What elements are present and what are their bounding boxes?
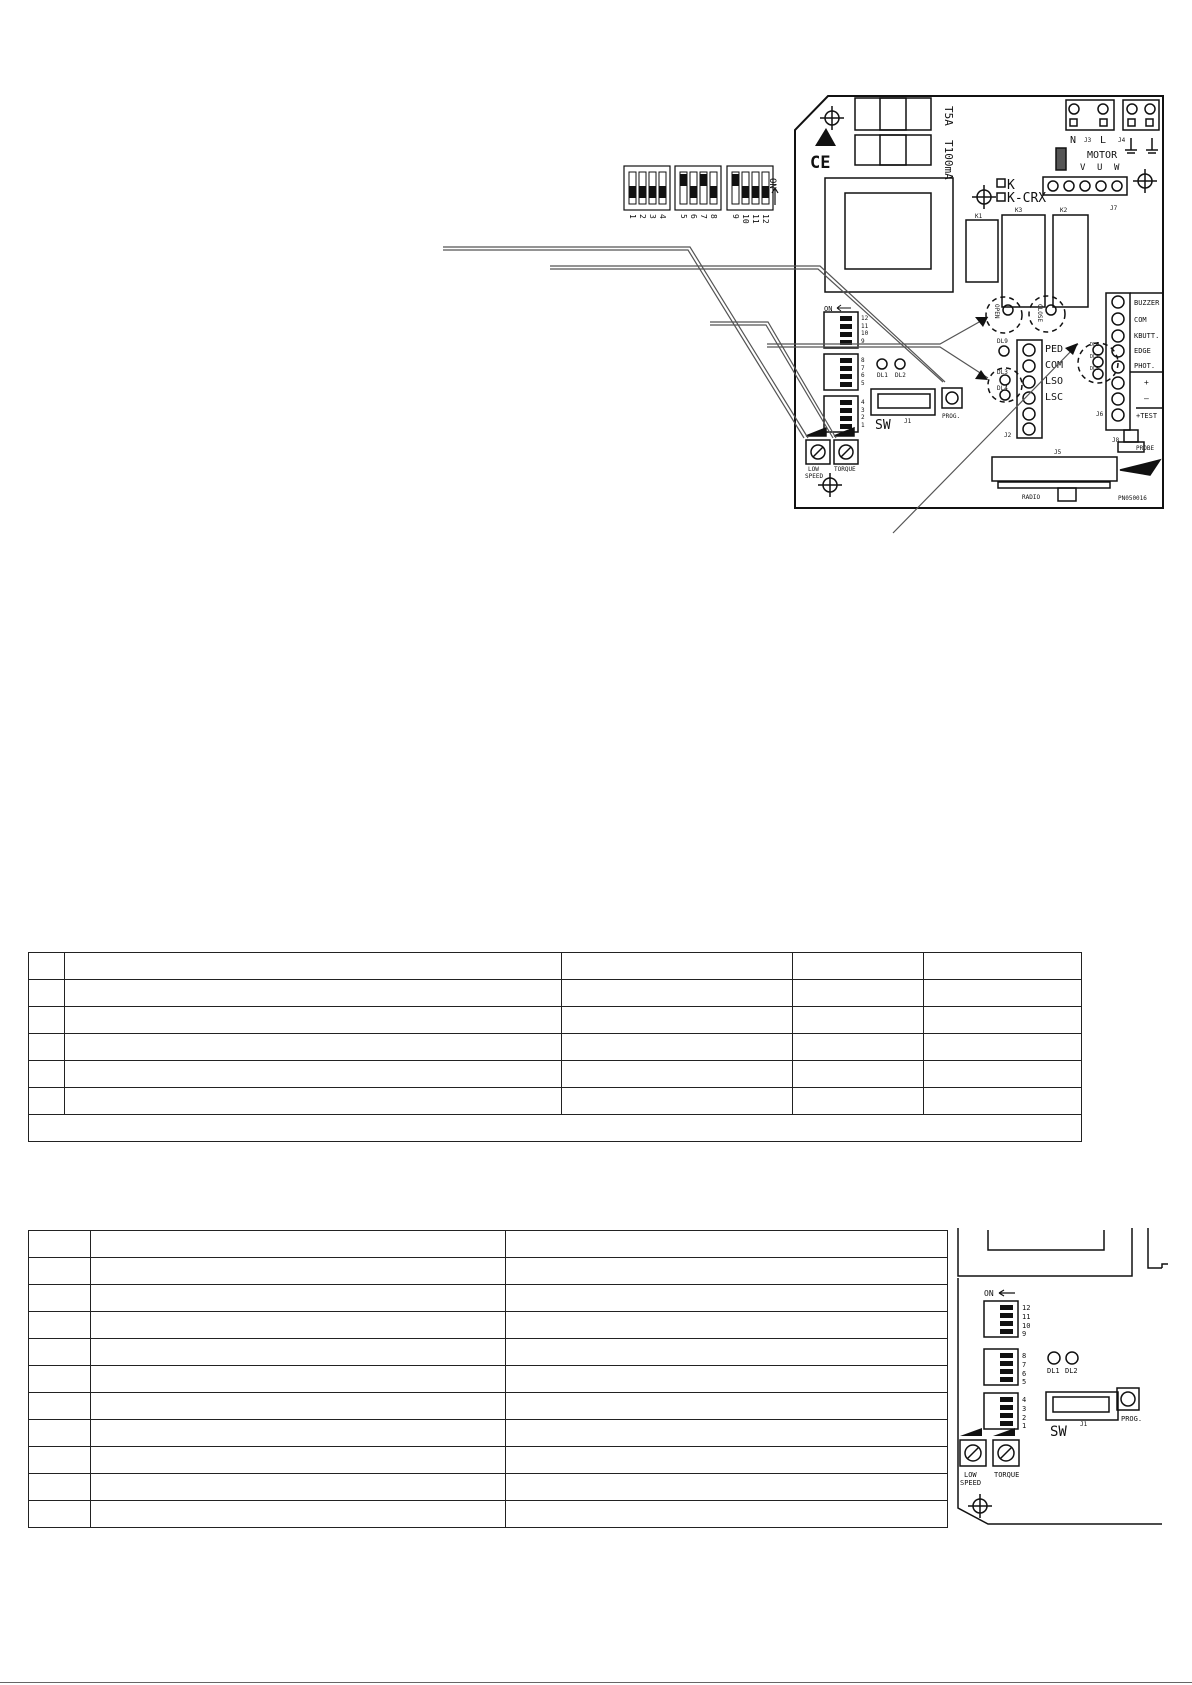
table-row	[29, 1447, 948, 1474]
dip-lever	[1000, 1305, 1013, 1310]
ce-mark: CE	[810, 153, 831, 173]
leader-line	[710, 322, 836, 438]
right-terminal-label: +	[1144, 378, 1149, 387]
table-row	[29, 1420, 948, 1447]
dip-on-label: ON	[767, 178, 777, 189]
table-row	[29, 1061, 1082, 1088]
right-terminal-label: KBUTT.	[1134, 332, 1160, 340]
board-dip-number: 4	[861, 399, 865, 406]
board-zoom-detail	[950, 1228, 1192, 1528]
prog-button	[942, 388, 962, 408]
led-label-dl5: DL5	[1090, 366, 1100, 372]
sw-connector	[871, 389, 935, 415]
jumper-option-k-crx: K-CRX	[1007, 191, 1047, 206]
led-label-dl1: DL1	[877, 372, 888, 379]
right-terminal-label: BUZZER	[1134, 299, 1160, 307]
arrow-head-icon	[975, 317, 988, 327]
right-terminal-label: EDGE	[1134, 347, 1151, 355]
motor-terminal-v: V	[1080, 163, 1086, 173]
dip-lever	[700, 174, 707, 186]
motor-label: MOTOR	[1087, 150, 1118, 161]
zoom-dip-number: 12	[1022, 1304, 1031, 1312]
dip-lever	[710, 186, 717, 198]
zoom-dip-number: 1	[1022, 1422, 1027, 1430]
led-label-dl9: DL9	[997, 338, 1008, 345]
table-2	[28, 1230, 948, 1528]
board-dip-number: 5	[861, 380, 865, 387]
board-dip-number: 10	[861, 330, 869, 337]
connector-id-j3: J3	[1084, 137, 1092, 144]
fuse-t100ma	[855, 135, 931, 165]
dip-on-arrow-icon	[999, 1290, 1015, 1296]
fuse-t5a	[855, 98, 931, 130]
right-terminal-label: –	[1144, 394, 1149, 403]
led-label-dl2: DL2	[895, 372, 906, 379]
dip-lever	[1000, 1377, 1013, 1382]
connector-id-j4: J4	[1118, 137, 1126, 144]
input-terminal-label: COM	[1045, 360, 1064, 371]
dip-number: 11	[751, 214, 760, 224]
zoom-dip-number: 5	[1022, 1378, 1027, 1386]
dip-lever	[639, 186, 646, 198]
dip-lever	[1000, 1329, 1013, 1334]
led-label-dl4: DL4	[997, 385, 1008, 392]
connector-id-j2: J2	[1004, 432, 1012, 439]
mounting-hole-icon	[968, 1494, 992, 1518]
leader-line	[550, 266, 945, 382]
fuse-label-t5a: T5A	[942, 106, 955, 126]
capacitor	[1056, 148, 1066, 170]
dip-lever	[1000, 1361, 1013, 1366]
board-dip-number: 2	[861, 414, 865, 421]
relay-k2	[1053, 215, 1088, 307]
dip-lever	[840, 358, 852, 363]
board-dip-number: 12	[861, 315, 869, 322]
table-row	[29, 1007, 1082, 1034]
dip-lever	[840, 374, 852, 379]
table-1	[28, 952, 1082, 1142]
dip-lever	[840, 400, 852, 405]
input-terminal-label: PED	[1045, 344, 1064, 355]
dip-lever	[629, 186, 636, 198]
esd-warning-icon	[815, 128, 836, 146]
dip-number: 5	[679, 214, 688, 219]
dip-lever	[1000, 1421, 1013, 1426]
connector-id-j1: J1	[904, 418, 912, 425]
dip-lever	[840, 332, 852, 337]
dip-lever	[1000, 1413, 1013, 1418]
motor-terminal-w: W	[1114, 163, 1120, 173]
dip-lever	[690, 186, 697, 198]
zoom-led-label-dl1: DL1	[1047, 1367, 1060, 1375]
zoom-dip-number: 6	[1022, 1370, 1027, 1378]
table-row	[29, 980, 1082, 1007]
zoom-sw-connector	[1046, 1392, 1118, 1420]
table-row	[29, 1339, 948, 1366]
dip-lever	[1000, 1369, 1013, 1374]
transformer	[825, 178, 953, 292]
relay-k1	[966, 220, 998, 282]
table-row	[29, 1312, 948, 1339]
mounting-hole-icon	[972, 185, 996, 209]
dip-lever	[1000, 1405, 1013, 1410]
dip-lever	[840, 424, 852, 429]
zoom-dip-number: 8	[1022, 1352, 1027, 1360]
dip-number: 12	[761, 214, 770, 224]
led-label-dl7: DL7	[1090, 354, 1100, 360]
mounting-hole-icon	[820, 106, 844, 130]
right-terminal-label: +TEST	[1136, 412, 1158, 420]
dip-number: 6	[689, 214, 698, 219]
dip-number: 3	[648, 214, 657, 219]
sw-label: SW	[875, 418, 891, 433]
table-row	[29, 1474, 948, 1501]
relay-label-k2: K2	[1060, 207, 1068, 214]
table-row	[29, 1231, 948, 1258]
zoom-dip-number: 11	[1022, 1313, 1031, 1321]
dip-lever	[680, 174, 687, 186]
led-label-open: OPEN	[993, 304, 1000, 319]
trimmer-label-speed: SPEED	[805, 473, 824, 480]
dip-number: 8	[709, 214, 718, 219]
jumper-option-k: K	[1007, 178, 1015, 193]
zoom-led-label-dl2: DL2	[1065, 1367, 1078, 1375]
leader-line	[767, 317, 988, 344]
board-dip-on-label: ON	[824, 305, 833, 313]
led-label-dl3: DL3	[997, 369, 1008, 376]
board-dip-number: 7	[861, 365, 865, 372]
fuse-label-t100ma: T100mA	[942, 140, 955, 180]
dip-lever	[1000, 1353, 1013, 1358]
connector-id-j6: J6	[1096, 411, 1104, 418]
dip-number: 2	[638, 214, 647, 219]
zoom-trimmer-label-low: LOW	[964, 1471, 977, 1479]
zoom-dip-number: 2	[1022, 1414, 1027, 1422]
board-code: PN050016	[1118, 495, 1147, 502]
connector-id-j8: J8	[1112, 437, 1120, 444]
table-row	[29, 1088, 1082, 1115]
dip-number: 4	[658, 214, 667, 219]
led-label-dl6: DL6	[1090, 342, 1100, 348]
prog-label: PROG.	[942, 413, 961, 420]
led-label-close: CLOSE	[1036, 304, 1043, 323]
trimmer-label-low: LOW	[808, 466, 819, 473]
table-row	[29, 1501, 948, 1528]
leader-line	[893, 344, 1078, 533]
dip-number: 10	[741, 214, 750, 224]
page-bottom-rule	[0, 1682, 1192, 1683]
zoom-prog-label: PROG.	[1121, 1415, 1143, 1423]
dip-number: 9	[731, 214, 740, 219]
motor-terminal	[1043, 177, 1127, 195]
dip-lever	[732, 174, 739, 186]
dip-lever	[840, 366, 852, 371]
dip-lever	[840, 408, 852, 413]
dip-on-arrow-icon	[837, 305, 851, 311]
table-row	[29, 1393, 948, 1420]
dip-lever	[840, 416, 852, 421]
board-dip-number: 3	[861, 407, 865, 414]
dip-switch-detail	[620, 160, 780, 230]
dip-lever	[1000, 1321, 1013, 1326]
leader-line	[443, 247, 808, 438]
connector-id-j7: J7	[1110, 205, 1118, 212]
table-row	[29, 1034, 1082, 1061]
led-open-highlight	[986, 297, 1022, 333]
zoom-sw-label: SW	[1050, 1424, 1067, 1440]
control-board-diagram	[0, 0, 1192, 560]
terminal-label-n: N	[1070, 135, 1077, 146]
table-row	[29, 1366, 948, 1393]
dip-lever	[752, 186, 759, 198]
zoom-dip-number: 3	[1022, 1405, 1027, 1413]
table-row	[29, 1258, 948, 1285]
zoom-trimmer-label-speed: SPEED	[960, 1479, 982, 1487]
ground-symbol-icon	[1125, 138, 1158, 153]
relay-k3	[1002, 215, 1045, 307]
zoom-dip-number: 10	[1022, 1322, 1031, 1330]
table-row	[29, 953, 1082, 980]
radio-connector	[992, 457, 1117, 481]
relay-label-k1: K1	[975, 213, 983, 220]
motor-terminal-u: U	[1097, 163, 1103, 173]
dip-lever	[840, 316, 852, 321]
input-terminal-label: LSC	[1045, 392, 1064, 403]
zoom-dip-on-label: ON	[984, 1289, 994, 1298]
dip-number: 1	[628, 214, 637, 219]
zoom-dip-number: 4	[1022, 1396, 1027, 1404]
board-dip-number: 8	[861, 357, 865, 364]
trimmer-label-torque: TORQUE	[834, 466, 856, 473]
dip-lever	[742, 186, 749, 198]
board-dip-number: 1	[861, 422, 865, 429]
zoom-trimmer-label-torque: TORQUE	[994, 1471, 1020, 1479]
probe-label: PROBE	[1136, 445, 1155, 452]
zoom-connector-id-j1: J1	[1080, 1421, 1088, 1428]
arrow-head-icon	[1065, 343, 1078, 355]
relay-label-k3: K3	[1015, 207, 1023, 214]
terminal-label-l: L	[1100, 135, 1107, 146]
board-dip-number: 9	[861, 338, 865, 345]
dip-lever	[1000, 1397, 1013, 1402]
zoom-dip-number: 9	[1022, 1330, 1027, 1338]
dip-number: 7	[699, 214, 708, 219]
dip-lever	[840, 324, 852, 329]
board-dip-number: 11	[861, 323, 869, 330]
table-row	[29, 1115, 1082, 1142]
dip-lever	[659, 186, 666, 198]
board-dip-number: 6	[861, 372, 865, 379]
brand-logo	[1120, 460, 1160, 475]
connector-id-j5: J5	[1054, 449, 1062, 456]
dip-lever	[1000, 1313, 1013, 1318]
dip-lever	[649, 186, 656, 198]
right-terminal-label: PHOT.	[1134, 362, 1156, 370]
dip-lever	[840, 382, 852, 387]
mounting-hole-icon	[1133, 169, 1157, 193]
table-row	[29, 1285, 948, 1312]
radio-label: RADIO	[1022, 494, 1041, 501]
leader-line	[710, 325, 833, 438]
right-terminal-label: COM	[1134, 316, 1147, 324]
zoom-dip-number: 7	[1022, 1361, 1027, 1369]
input-terminal-label: LSO	[1045, 376, 1064, 387]
